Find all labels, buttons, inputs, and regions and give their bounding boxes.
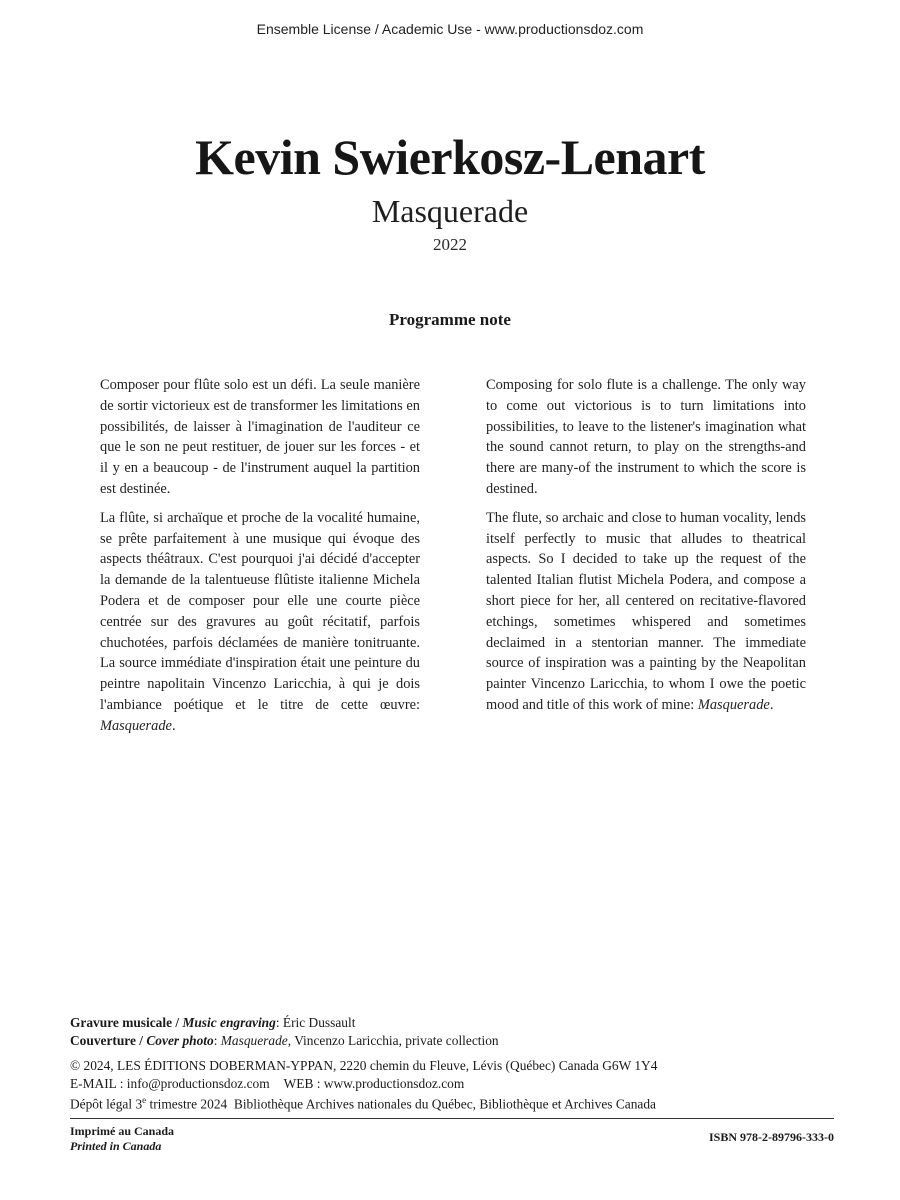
credits-block bbox=[70, 1014, 770, 1113]
cover-work-title: Masquerade bbox=[220, 1032, 288, 1048]
english-end-punct: . bbox=[769, 696, 774, 713]
programme-note-heading: Programme note bbox=[389, 310, 511, 329]
english-paragraph-2-text: The flute, so archaic and close to human vocality, lends itself perfectly to music that alludes to theatrical aspects. So I decided to take up the request of the talented Italian flutist Michela Podera, and compose a short piece for her, all centered on recitative-flavored etchings, sometimes whispered and sometimes declaimed in a stentorian manner. The immediate source of inspiration was a painting by the Neapolitan painter Vincenzo Laricchia, to whom I owe the poetic mood and title of this work of mine: bbox=[486, 509, 806, 713]
french-paragraph-1: Composer pour flûte solo est un défi. La seule manière de sortir victorieux est de transformer les limitations en possibilités, de laisser à l'imagination de l'auditeur ce que le son ne peut restituer, de jouer sur les forces - et il y en a beaucoup - de l'instrument auquel la partition est destinée. bbox=[100, 377, 420, 497]
cover-credit bbox=[70, 1032, 770, 1050]
engraving-slash: / bbox=[172, 1015, 183, 1030]
legal-deposit-line bbox=[70, 1092, 770, 1113]
cover-colon: : bbox=[213, 1032, 221, 1048]
composer-name: Kevin Swierkosz-Lenart bbox=[195, 129, 705, 185]
copyright-line: © 2024, LES ÉDITIONS DOBERMAN-YPPAN, 2220 chemin du Fleuve, Lévis (Québec) Canada G6W 1Y4 bbox=[70, 1058, 658, 1073]
work-title: Masquerade bbox=[371, 193, 529, 229]
engraving-credit bbox=[70, 1014, 770, 1032]
depot-superscript: e bbox=[142, 1095, 147, 1105]
french-paragraph-2-text: La flûte, si archaïque et proche de la vocalité humaine, se prête parfaitement à une musique qui évoque des aspects théâtraux. C'est pourquoi j'ai décidé d'accepter la demande de la talentueuse flûtiste italienne Michela Podera et de composer pour elle une courte pièce centrée sur des gravures au goût récitatif, parfois chuchotées, parfois déclamées de manière tonitruante. La source immédiate d'inspiration était une peinture du peintre napolitain Vincenzo Laricchia, à qui je dois l'ambiance poétique et le titre de cette œuvre: bbox=[100, 509, 420, 713]
printed-fr: Imprimé au Canada bbox=[70, 1124, 175, 1138]
french-paragraph-2 bbox=[100, 508, 420, 737]
depot-suffix: trimestre 2024 Bibliothèque Archives nationales du Québec, Bibliothèque et Archives Canada bbox=[146, 1096, 656, 1112]
email-text: E-MAIL : info@productionsdoz.com bbox=[70, 1075, 270, 1091]
license-notice: Ensemble License / Academic Use - www.productionsdoz.com bbox=[256, 21, 644, 37]
printed-in bbox=[70, 1124, 174, 1154]
web-text: WEB : www.productionsdoz.com bbox=[283, 1075, 465, 1091]
footer-divider bbox=[70, 1118, 834, 1119]
english-paragraph-1: Composing for solo flute is a challenge. The only way to come out victorious is to turn limitations into possibilities, to leave to the listener's imagination what the sound cannot return, to play on the strengths-and there are many-of the instrument to which the score is destined. bbox=[486, 377, 806, 497]
cover-label-en: Cover photo bbox=[146, 1032, 214, 1048]
english-paragraph-2 bbox=[486, 508, 806, 716]
english-work-title: Masquerade bbox=[697, 696, 770, 713]
printed-en: Printed in Canada bbox=[70, 1139, 162, 1153]
engraving-label-en: Music engraving bbox=[182, 1015, 276, 1030]
programme-note-english bbox=[486, 375, 806, 724]
contact-line bbox=[70, 1075, 770, 1093]
cover-label-fr: Couverture bbox=[70, 1032, 136, 1048]
engraving-label-fr: Gravure musicale bbox=[70, 1015, 173, 1030]
composition-year: 2022 bbox=[433, 235, 467, 254]
cover-value: , Vincenzo Laricchia, private collection bbox=[287, 1032, 499, 1048]
programme-note-french bbox=[100, 375, 420, 745]
cover-slash: / bbox=[135, 1032, 147, 1048]
engraving-value: : Éric Dussault bbox=[275, 1015, 356, 1030]
isbn: ISBN 978-2-89796-333-0 bbox=[709, 1130, 834, 1144]
depot-prefix: Dépôt légal 3 bbox=[70, 1096, 143, 1112]
french-end-punct: . bbox=[171, 717, 176, 734]
french-work-title: Masquerade bbox=[100, 717, 172, 734]
